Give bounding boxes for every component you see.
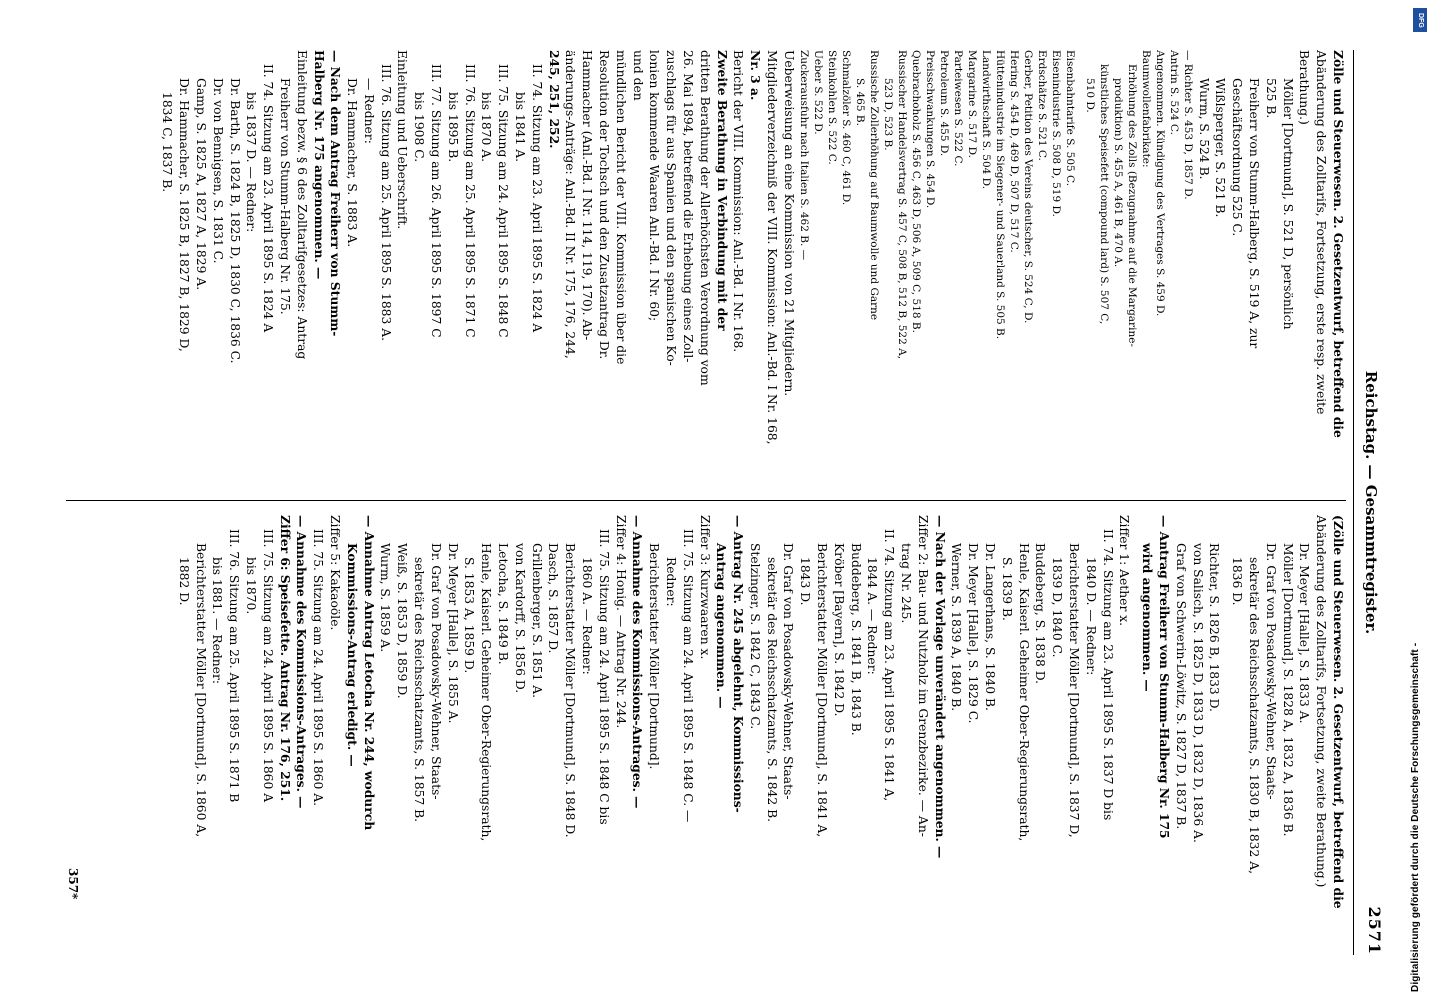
right-column-line: 1860 A. — Redner: (579, 557, 594, 675)
right-column-line: sekretär des Reichsschatzamts, S. 1842 B. (764, 557, 779, 823)
right-column-line: 1844 A. — Redner: (865, 557, 880, 675)
column-divider (66, 500, 1346, 501)
left-column-line: Erhöhung des Zolls (Bezugnahme auf die Margarine- (1125, 64, 1138, 347)
running-head-title: Reichstag. — Gesammtregister. (1362, 370, 1380, 635)
left-column-line: Eisenindustrie S. 508 D, 519 D. (1049, 50, 1062, 217)
right-column-line: Grillenberger, S. 1851 A. (529, 543, 544, 699)
left-column-line: Wurm, S. 524 B. (1196, 78, 1211, 180)
left-column-line: Hering S. 454 D, 469 D, 507 D, 517 C. (1007, 50, 1020, 253)
left-column-line: II. 74. Sitzung am 23. April 1895 S. 1824 A (529, 64, 544, 333)
right-column-line: Berichterstatter Möller [Dortmund], S. 1860 A, (193, 543, 208, 838)
left-column-line: Nr. 3 a. (748, 50, 764, 101)
left-column-line: III. 76. Sitzung am 25. April 1895 S. 1871 C (462, 64, 477, 338)
left-column-line: Dr. von Bennigsen, S. 1831 C. (210, 78, 225, 264)
right-column-line: Weiß, S. 1853 D, 1859 D. (395, 543, 410, 699)
left-column-line: Erdschätze S. 521 C. (1035, 50, 1048, 161)
right-column-line: Stelzinger, S. 1842 C, 1843 C. (747, 543, 762, 730)
right-column-line: Dr. Meyer [Halle], S. 1833 A. (1297, 543, 1312, 724)
left-column-line: künstliches Speisefett (compound lard) S. 507 C, (1097, 64, 1110, 325)
right-column-line: III. 75. Sitzung am 24. April 1895 S. 1848 C. — (680, 529, 695, 823)
left-column-line: Schmalzöler S. 460 C, 461 D. (839, 50, 852, 206)
right-column-line: S. 1839 B. (999, 557, 1014, 621)
right-column-line: 1882 D. (176, 557, 191, 606)
left-column-line: 523 D, 523 B. (881, 78, 894, 151)
right-column-line: — Antrag Nr. 245 abgelehnt, Kommissions- (731, 515, 747, 813)
left-column-line: Petroleum S. 455 D. (937, 50, 950, 157)
right-column-line: Letocha, S. 1849 B. (495, 543, 510, 665)
right-column-line: von Salisch, S. 1825 D, 1833 D, 1832 D, 1836 A. (1190, 543, 1205, 843)
left-column-line: Möller [Dortmund], S. 521 D, persönlich (1280, 78, 1295, 330)
right-column-line: Ziffer 5: Kakaoöle. (327, 515, 342, 631)
left-column-line: Geschäftsordnung 525 C. (1230, 78, 1245, 237)
right-column-line: wird angenommen. — (1140, 543, 1156, 692)
digitization-credit-strip (1406, 0, 1432, 1000)
left-column-line: 26. Mai 1894, betreffend die Erhebung eines Zoll- (681, 50, 696, 363)
left-column-line: — Redner: (361, 78, 376, 144)
right-column-line: Richter, S. 1826 B, 1833 D. (1207, 543, 1222, 712)
left-column-line: Abänderung des Zolltarifs, Fortsetzung, erste resp. zweite (1314, 50, 1329, 415)
right-column-line: Ziffer 3: Kurzwaaren x. (697, 515, 712, 660)
right-column-line: 1840 D. — Redner: (1083, 557, 1098, 676)
left-column-line: Zölle und Steuerwesen. 2. Gesetzentwurf, betreffend die (1331, 50, 1346, 438)
left-column-line: Zuckerausfuhr nach Italien S. 462 B. — (797, 50, 810, 261)
right-column-line: Ziffer 2: Bau- und Nutzholz im Grenzbezirke. — An- (915, 515, 930, 837)
right-column-line: III. 75. Sitzung am 24. April 1895 S. 1860 A (260, 529, 275, 803)
page-number: 2571 (1365, 906, 1384, 955)
left-column-line: Russische Zollerhöhung auf Baumwolle und Garne (867, 50, 880, 321)
right-column-line: Dr. Graf von Posadowsky-Wehner, Staats- (781, 543, 796, 800)
right-column-line: bis 1870. (244, 557, 258, 615)
digitization-credit-text: Digitalisierung gefördert durch die Deutsche Forschungsgemeinschaft - (1410, 642, 1421, 992)
left-column-line: Preisschwankungen S. 454 D. (923, 50, 936, 209)
right-column-line: Wurm, S. 1859 A. (378, 543, 393, 653)
left-column-line: zuschlags für aus Spanien und den spanischen Ko- (664, 50, 679, 366)
left-column-line: Russischer Handelsvertrag S. 457 C, 508 B, 512 B, 522 A, (895, 50, 908, 360)
header-rule (1353, 50, 1354, 955)
left-column-line: III. 75. Sitzung am 24. April 1895 S. 1848 C (496, 64, 511, 338)
right-column-line: II. 74. Sitzung am 23. April 1895 S. 1837 D bis (1100, 529, 1115, 821)
left-column-line: Margarine S. 517 D. (965, 50, 978, 158)
right-column-line: Buddeberg, S. 1838 D. (1033, 543, 1048, 685)
left-column-line: und den (630, 50, 645, 101)
right-column-line: von Kardorff, S. 1856 D. (512, 543, 527, 694)
left-column-line: bis 1841 A. (513, 92, 528, 163)
left-column-line: Einleitung bezw. § 6 des Zolltarifgesetzes: Antrag (294, 50, 309, 360)
left-column-line: Dr. Hammacher, S. 1883 A. (345, 78, 360, 248)
left-column-line: Dr. Hammacher, S. 1825 B, 1827 B, 1829 D, (177, 78, 192, 352)
left-column-line: 245, 251, 252. (546, 50, 562, 149)
left-column-line: Baumwollenfabrikate: (1139, 50, 1152, 168)
right-column-line: Antrag angenommen. — (714, 543, 730, 709)
left-column-line: Resolution der Tochsch und den Zusatzantrag Dr. (597, 50, 612, 360)
right-column-line: Dasch, S. 1857 D. (546, 543, 561, 654)
right-column-line: Redner: (663, 557, 678, 607)
right-column-line: III. 75. Sitzung am 24. April 1895 S. 1848 C bis (596, 529, 611, 825)
left-column-line: änderungs-Anträge: Anl.-Bd. II Nr. 175, 176, 244, (563, 50, 578, 359)
left-column-line: Freiherr von Stumm-Halberg, S. 519 A, zur (1247, 78, 1262, 349)
left-column-line: Gamp, S. 1825 A, 1827 A, 1829 A. (193, 78, 208, 291)
left-column-line: bis 1837 D. — Redner: (244, 92, 259, 233)
right-column-line: (Zölle und Steuerwesen. 2. Gesetzentwurf, betreffend die (1331, 515, 1346, 909)
right-column-line: — Nach der Vorlage unverändert angenommen. — (932, 515, 948, 859)
right-column-line: Dr. Meyer [Halle], S. 1829 C. (966, 543, 981, 724)
left-column-line: Berathung.) (1297, 50, 1312, 125)
right-column-line: Dr. Meyer [Halle], S. 1855 A. (445, 543, 460, 724)
running-head (1360, 50, 1384, 955)
left-column-line: Hammacher (Anl.-Bd. I Nr. 114, 119, 170). Ab- (580, 50, 595, 341)
left-column-line: 525 B. (1263, 78, 1278, 119)
right-column-line: Dr. Graf von Posadowsky-Wehner, Staats- (1263, 543, 1278, 800)
left-column-line: Freiherr von Stumm-Halberg Nr. 175. (277, 78, 292, 315)
right-column-line: Ziffer 6: Speisefette. Antrag Nr. 176, 251. (277, 515, 293, 802)
right-column-line: Kröber [Bayern], S. 1842 D. (831, 543, 846, 717)
right-column-line: Ziffer 1: Aether x. (1117, 515, 1132, 627)
right-column-line: — Annahme des Kommissions-Antrages. — (294, 515, 310, 809)
left-column-line: Eisenbahntarife S. 505 C. (1063, 50, 1076, 187)
right-column-line: III. 76. Sitzung am 25. April 1895 S. 1871 B (227, 529, 242, 803)
right-column-line: sekretär des Reichsschatzamts, S. 1830 B, 1832 A, (1247, 557, 1262, 874)
right-column-line: — Annahme Antrag Letocha Nr. 244, wodurch (361, 515, 377, 831)
left-column-line: Halberg Nr. 175 angenommen. — (311, 50, 327, 280)
left-column-line: Landwirthschaft S. 504 D. (979, 50, 992, 190)
right-column-line: Dr. Graf von Posadowsky-Wehner, Staats- (428, 543, 443, 800)
left-column-line: bis 1895 B. (445, 92, 460, 163)
left-column-line: Dr. Barth, S. 1824 B, 1825 D, 1830 C, 1836 C. (227, 78, 242, 364)
left-column-line: III. 76. Sitzung am 25. April 1895 S. 1883 A. (378, 64, 393, 342)
right-column-line: 1839 D, 1840 C. (1050, 557, 1065, 658)
left-column-line: lonien kommende Waaren Anl.-Bd. I Nr. 60; (647, 50, 662, 322)
left-column-line: — Nach dem Antrag Freiherr von Stumm- (328, 50, 344, 337)
right-column-line: Dr. Langerhans, S. 1840 B. (983, 543, 998, 711)
right-column-line: Ziffer 4: Honig. — Antrag Nr. 244. (613, 515, 628, 729)
right-column-line: Möller [Dortmund], S. 1828 A, 1832 A, 1836 B. (1280, 543, 1295, 837)
right-column-line: S. 1853 A, 1859 D. (462, 557, 477, 674)
left-column-line: Gerber, Petition des Vereins deutscher, S. 524 C, D. (1021, 50, 1034, 324)
right-column-line: III. 75. Sitzung am 24. April 1895 S. 1860 A. (311, 529, 326, 807)
left-column-line: 1834 C, 1837 B. (160, 92, 175, 193)
right-column-line: Graf von Schwerin-Löwitz, S. 1827 D, 1837 B. (1173, 543, 1188, 830)
left-column-line: 510 D. (1083, 78, 1096, 113)
right-column-line: — Antrag Freiherr von Stumm-Halberg Nr. 175 (1157, 515, 1173, 839)
left-column (159, 50, 1346, 490)
left-column-line: III. 77. Sitzung am 26. April 1895 S. 1897 C (429, 64, 444, 338)
left-column-line: Mitgliederverzeichniß der VIII. Kommission: Anl.-Bd. I Nr. 168, (765, 50, 780, 445)
right-column-line: Berichterstatter Möller [Dortmund], S. 1841 A, (815, 543, 830, 838)
right-column-line: II. 74. Sitzung am 23. April 1895 S. 1841 A, (882, 529, 897, 802)
right-column-line: Henle, Kaiserl. Geheimer Ober-Regierungsrath, (479, 543, 494, 842)
left-column-line: Ueber S. 522 D. (811, 50, 824, 135)
left-column-line: dritten Berathung der Allerhöchsten Verordnung vom (697, 50, 712, 386)
left-column-line: produktion) S. 455 A, 461 B, 470 A. (1111, 78, 1124, 268)
left-column-line: Ueberweisung an eine Kommission von 21 Mitgliedern. (781, 50, 796, 397)
left-column-line: S. 465 B. (853, 78, 866, 126)
left-column-line: Bericht der VIII. Kommission: Anl.-Bd. I Nr. 168. (731, 50, 746, 353)
right-column-line: Henle, Kaiserl. Geheimer Ober-Regierungsrath, (1016, 543, 1031, 842)
right-column-line: Berichterstatter Möller [Dortmund], S. 1837 D, (1067, 543, 1082, 838)
left-column-line: Wißlsperger, S. 521 B. (1213, 78, 1228, 218)
right-column-line: Berichterstatter Möller [Dortmund], S. 1848 D. (563, 543, 578, 838)
right-column-line: Werner, S. 1839 A, 1840 B. (949, 543, 964, 712)
right-column-line: Berichterstatter Möller [Dortmund]. (647, 543, 662, 770)
right-column-line: — Annahme des Kommissions-Antrages. — (630, 515, 646, 809)
right-column-line: 1843 D. (798, 557, 813, 606)
signature-mark: 357* (66, 868, 80, 900)
right-column (175, 515, 1346, 955)
left-column-line: Quebrachoholz S. 456 C, 463 D, 506 A, 509 C, 518 B. (909, 50, 922, 333)
left-column-line: bis 1908 C. (412, 92, 427, 163)
right-column-line: Buddeberg, S. 1841 B, 1843 B. (848, 543, 863, 736)
right-column-line: trag Nr. 245. (899, 543, 914, 624)
right-column-line: 1836 D. (1230, 557, 1245, 606)
left-column-line: — Richter S. 453 D, 1857 D. (1181, 50, 1194, 200)
left-column-line: bis 1870 A. (479, 92, 494, 163)
left-column-line: Zweite Berathung in Verbindung mit der (714, 50, 730, 331)
right-column-line: bis 1881. — Redner: (210, 557, 225, 684)
left-column-line: Steinkohlen S. 522 C. (825, 50, 838, 165)
left-column-line: II. 74. Sitzung am 23. April 1895 S. 1824 A (261, 64, 276, 333)
dfg-logo: DFG (1413, 8, 1427, 32)
right-column-line: Abänderung des Zolltarifs, Fortsetzung, zweite Berathung.) (1314, 515, 1329, 888)
left-column-line: Antrin S. 524 C. (1167, 50, 1180, 135)
left-column-line: Hüttenindustrie im Siegener- und Sauerland S. 505 B. (993, 50, 1006, 340)
left-column-line: mündlichen Bericht der VIII. Kommission über die (613, 50, 628, 365)
right-column-line: sekretär des Reichsschatzamts, S. 1857 B. (411, 557, 426, 823)
right-column-line: Kommissions-Antrag erledigt. — (344, 543, 360, 767)
left-column-line: Einleitung und Ueberschrift. (395, 50, 410, 230)
left-column-line: Parteiwesen S. 522 C. (951, 50, 964, 167)
left-column-line: Angenommen. Kündigung des Vertrages S. 459 D. (1153, 50, 1166, 317)
